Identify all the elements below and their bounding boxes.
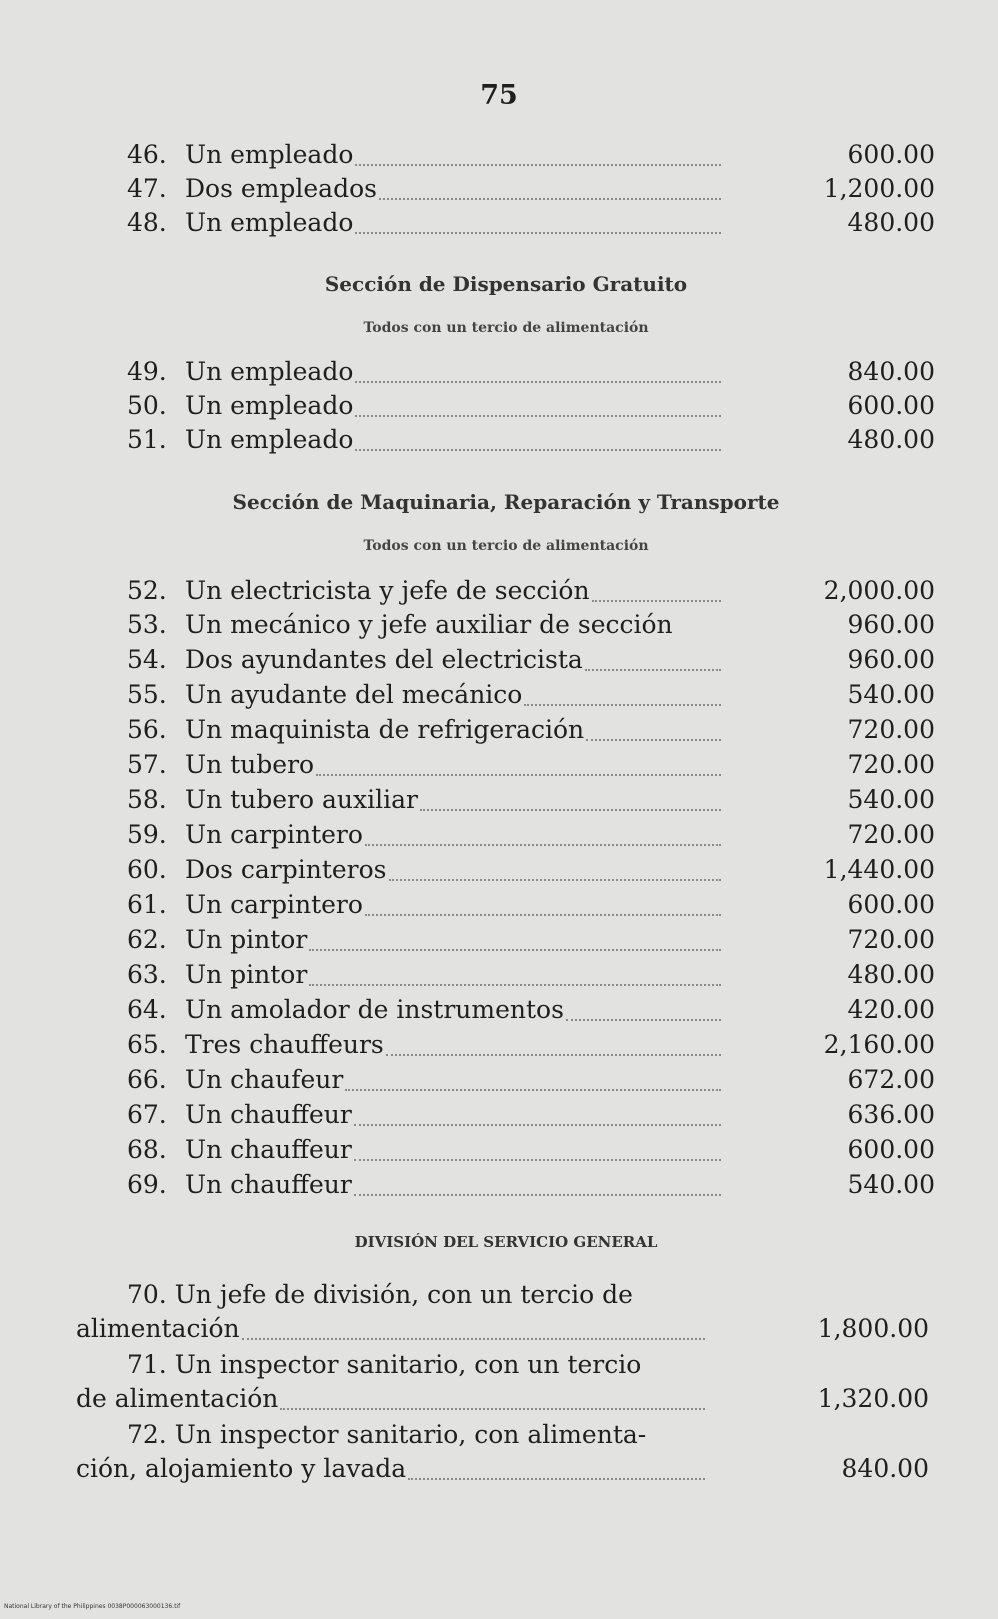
item-description-cont: de alimentación: [76, 1384, 279, 1413]
item-description: Un tubero: [185, 750, 315, 779]
leader-dots: [242, 1338, 705, 1340]
item-description: Un chauffeur: [185, 1100, 352, 1129]
item-continuation: [76, 1312, 929, 1346]
item-description: Un ayudante del mecánico: [185, 680, 523, 709]
list-item: [127, 1168, 935, 1202]
item-amount: 540.00: [847, 785, 935, 814]
item-amount: 840.00: [841, 1454, 929, 1483]
list-item: [127, 206, 935, 240]
item-description: Un chauffeur: [185, 1170, 352, 1199]
item-description: Un chauffeur: [185, 1135, 352, 1164]
item-description: Un electricista y jefe de sección: [185, 576, 590, 605]
list-item: [127, 355, 935, 389]
item-description: Un empleado: [185, 140, 354, 169]
leader-dots: [309, 984, 721, 986]
leader-dots: [586, 739, 721, 741]
item-amount: 1,200.00: [823, 174, 935, 203]
list-item: [127, 853, 935, 887]
item-description: Dos carpinteros: [185, 855, 387, 884]
item-amount: 720.00: [847, 715, 935, 744]
item-description: 72. Un inspector sanitario, con alimenta-: [127, 1420, 647, 1449]
item-amount: 540.00: [847, 1170, 935, 1199]
list-item: [127, 888, 935, 922]
leader-dots: [408, 1478, 705, 1480]
item-description: Dos ayundantes del electricista: [185, 645, 583, 674]
item-number: 60.: [127, 855, 167, 884]
item-amount: 480.00: [847, 425, 935, 454]
section-title: Sección de Dispensario Gratuito: [324, 272, 688, 296]
item-number: 57.: [127, 750, 167, 779]
item-description: Dos empleados: [185, 174, 377, 203]
leader-dots: [355, 415, 721, 417]
item-amount: 1,440.00: [823, 855, 935, 884]
leader-dots: [566, 1019, 721, 1021]
item-amount: 1,800.00: [817, 1314, 929, 1343]
leader-dots: [354, 1124, 721, 1126]
item-description: Un empleado: [185, 425, 354, 454]
item-amount: 480.00: [847, 960, 935, 989]
item-number: 64.: [127, 995, 167, 1024]
item-number: 52.: [127, 576, 167, 605]
list-item: [127, 818, 935, 852]
item-number: 49.: [127, 357, 167, 386]
item-number: 50.: [127, 391, 167, 420]
item-description: Tres chauffeurs: [185, 1030, 384, 1059]
page-number: 75: [480, 80, 518, 111]
scan-footer: National Library of the Philippines 0038P000063000136.tif: [4, 1603, 181, 1610]
leader-dots: [365, 844, 721, 846]
item-number: 53.: [127, 610, 167, 639]
list-item: [127, 172, 935, 206]
item-number: 69.: [127, 1170, 167, 1199]
item-number: 55.: [127, 680, 167, 709]
leader-dots: [524, 704, 721, 706]
item-number: 61.: [127, 890, 167, 919]
leader-dots: [379, 198, 721, 200]
item-continuation: [76, 1452, 929, 1486]
list-item: [127, 608, 935, 642]
item-description: Un pintor: [185, 960, 308, 989]
item-description: 70. Un jefe de división, con un tercio de: [127, 1280, 633, 1309]
list-item: [127, 783, 935, 817]
list-item: [127, 1063, 935, 1097]
section-title: DIVISIÓN DEL SERVICIO GENERAL: [354, 1233, 658, 1251]
item-number: 65.: [127, 1030, 167, 1059]
item-number: 56.: [127, 715, 167, 744]
item-amount: 960.00: [847, 610, 935, 639]
leader-dots: [316, 774, 721, 776]
list-item: [127, 678, 935, 712]
list-item: [127, 389, 935, 423]
item-amount: 840.00: [847, 357, 935, 386]
list-item: [127, 138, 935, 172]
section-subtitle: Todos con un tercio de alimentación: [363, 538, 649, 554]
item-description: 71. Un inspector sanitario, con un tercio: [127, 1350, 642, 1379]
item-amount: 600.00: [847, 1135, 935, 1164]
item-number: 59.: [127, 820, 167, 849]
list-item: [0, 1278, 998, 1346]
item-description: Un mecánico y jefe auxiliar de sección: [185, 610, 673, 639]
leader-dots: [365, 914, 721, 916]
list-item: [127, 993, 935, 1027]
list-item: [127, 1098, 935, 1132]
leader-dots: [345, 1089, 721, 1091]
leader-dots: [354, 1194, 721, 1196]
item-description: Un carpintero: [185, 820, 363, 849]
item-amount: 720.00: [847, 750, 935, 779]
item-description: Un maquinista de refrigeración: [185, 715, 585, 744]
item-description: Un chaufeur: [185, 1065, 344, 1094]
leader-dots: [355, 381, 721, 383]
item-continuation: [76, 1382, 929, 1416]
leader-dots: [355, 164, 721, 166]
item-amount: 720.00: [847, 925, 935, 954]
item-amount: 2,160.00: [823, 1030, 935, 1059]
item-amount: 540.00: [847, 680, 935, 709]
item-description: Un carpintero: [185, 890, 363, 919]
item-number: 47.: [127, 174, 167, 203]
item-amount: 2,000.00: [823, 576, 935, 605]
leader-dots: [585, 669, 721, 671]
list-item: [0, 1418, 998, 1486]
leader-dots: [354, 1159, 721, 1161]
item-description-cont: ción, alojamiento y lavada: [76, 1454, 407, 1483]
leader-dots: [280, 1408, 705, 1410]
item-number: 58.: [127, 785, 167, 814]
item-amount: 420.00: [847, 995, 935, 1024]
item-description: Un empleado: [185, 391, 354, 420]
item-amount: 600.00: [847, 391, 935, 420]
item-amount: 672.00: [847, 1065, 935, 1094]
item-description: Un empleado: [185, 208, 354, 237]
leader-dots: [420, 809, 721, 811]
item-number: 54.: [127, 645, 167, 674]
item-number: 46.: [127, 140, 167, 169]
leader-dots: [592, 600, 721, 602]
item-description-cont: alimentación: [76, 1314, 240, 1343]
list-item: [127, 958, 935, 992]
list-item: [127, 1133, 935, 1167]
list-item: [127, 643, 935, 677]
item-amount: 720.00: [847, 820, 935, 849]
item-amount: 960.00: [847, 645, 935, 674]
leader-dots: [309, 949, 721, 951]
item-number: 62.: [127, 925, 167, 954]
item-amount: 636.00: [847, 1100, 935, 1129]
item-description: Un pintor: [185, 925, 308, 954]
item-number: 66.: [127, 1065, 167, 1094]
item-number: 67.: [127, 1100, 167, 1129]
item-description: Un amolador de instrumentos: [185, 995, 564, 1024]
section-title: Sección de Maquinaria, Reparación y Transporte: [232, 490, 780, 514]
list-item: [127, 1028, 935, 1062]
list-item: [127, 923, 935, 957]
item-description: Un empleado: [185, 357, 354, 386]
list-item: [127, 713, 935, 747]
list-item: [127, 574, 935, 608]
section-subtitle: Todos con un tercio de alimentación: [363, 320, 649, 336]
leader-dots: [386, 1054, 721, 1056]
item-number: 63.: [127, 960, 167, 989]
leader-dots: [355, 449, 721, 451]
item-amount: 1,320.00: [817, 1384, 929, 1413]
item-description: Un tubero auxiliar: [185, 785, 418, 814]
list-item: [127, 423, 935, 457]
leader-dots: [389, 879, 721, 881]
item-number: 51.: [127, 425, 167, 454]
item-amount: 600.00: [847, 140, 935, 169]
list-item: [0, 1348, 998, 1416]
list-item: [127, 748, 935, 782]
item-amount: 480.00: [847, 208, 935, 237]
item-number: 68.: [127, 1135, 167, 1164]
leader-dots: [675, 634, 721, 636]
leader-dots: [355, 232, 721, 234]
item-amount: 600.00: [847, 890, 935, 919]
item-number: 48.: [127, 208, 167, 237]
